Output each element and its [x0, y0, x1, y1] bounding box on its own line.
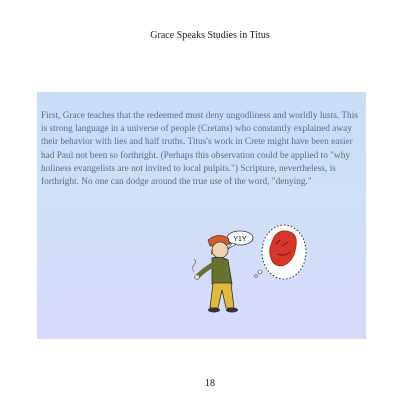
speech-text: Y1Y [233, 236, 247, 243]
cartoon-illustration [172, 222, 337, 332]
page-number: 18 [205, 378, 215, 389]
speech-bubble [227, 231, 253, 249]
thought-bubble-face-icon [255, 225, 306, 279]
page-header: Grace Speaks Studies in Titus [150, 30, 270, 41]
slide-panel [37, 92, 366, 339]
slide-paragraph: First, Grace teaches that the redeemed must deny ungodliness and worldly lusts. This is strong language in a universe of people (Cretans) who constantly explained away their behavior with lies and half truths. Titus's work in Crete might have been easier had Paul not been so forthright. (Perhaps this observation could be applied to "why holiness evangelists are not invited to local pulpits.") Scripture, nevertheless, is forthright. No one can dodge around the true use of the word, "denying." [41, 111, 358, 188]
